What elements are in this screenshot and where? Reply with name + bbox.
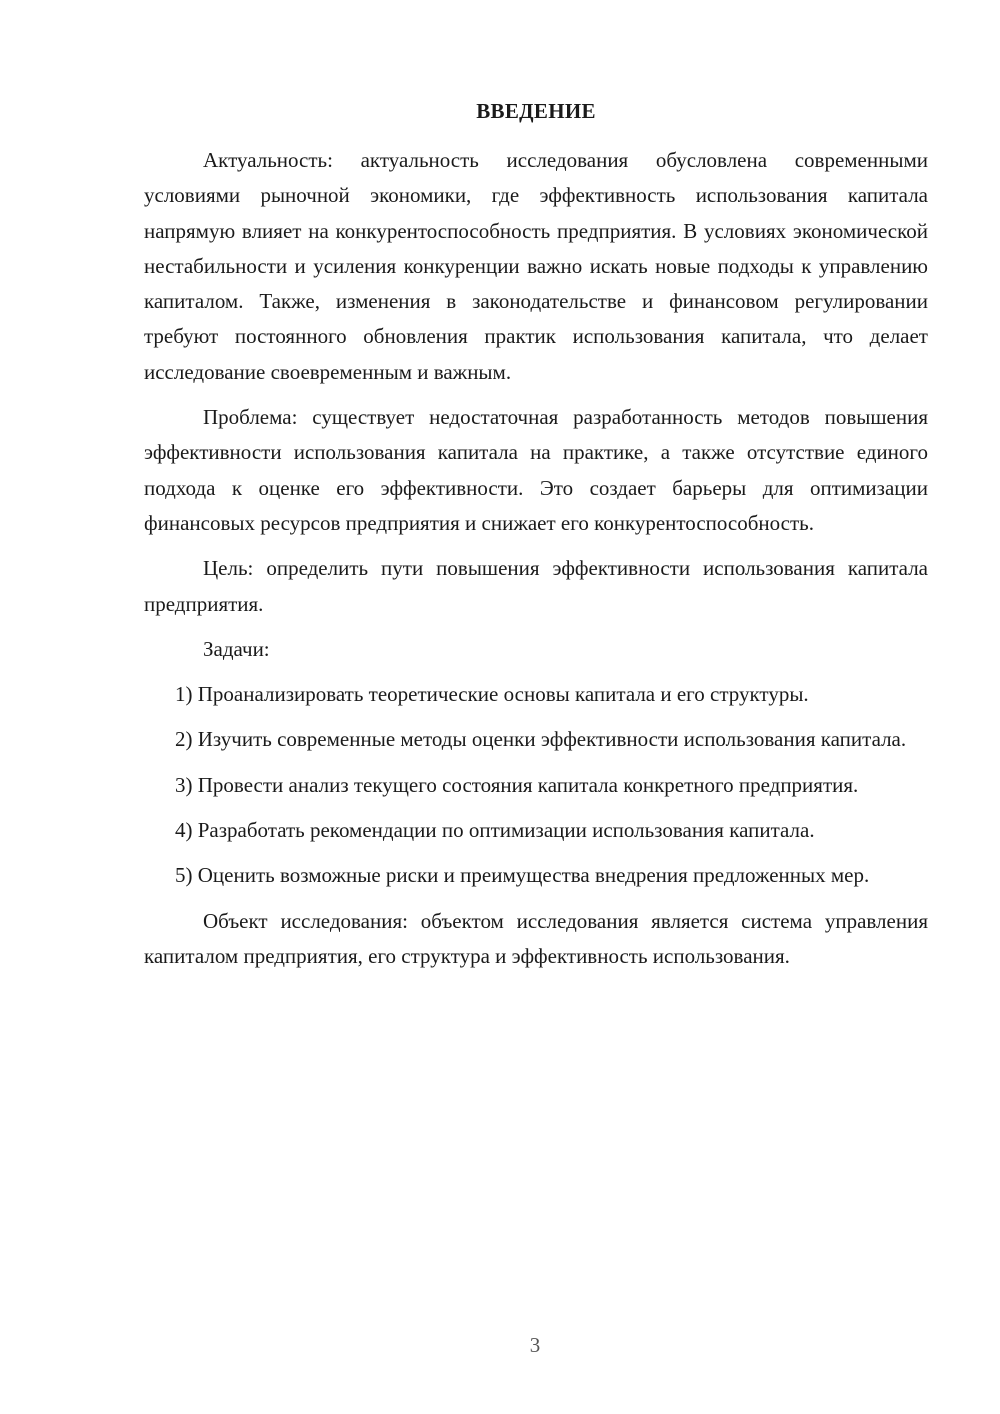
task-item-4: 4) Разработать рекомендации по оптимизации использования капитала.	[175, 818, 815, 843]
problem-paragraph: Проблема: существует недостаточная разработанность методов повышения эффективности использования капитала на практике, а также отсутствие единого подхода к оценке его эффективности. Это создает барьеры для оптимизации финансовых ресурсов предприятия и снижает его конкурентоспособность.	[144, 405, 928, 535]
tasks-heading: Задачи:	[203, 636, 270, 661]
task-item-3: 3) Провести анализ текущего состояния капитала конкретного предприятия.	[175, 772, 859, 797]
page-number: 3	[529, 1333, 541, 1357]
relevance-paragraph: Актуальность: актуальность исследования обусловлена современными условиями рыночной экономики, где эффективность использования капитала напрямую влияет на конкурентоспособность предприятия. В условиях экономической нестабильности и усиления конкуренции важно искать новые подходы к управлению капиталом. Также, изменения в законодательстве и финансовом регулировании требуют постоянного обновления практик использования капитала, что делает исследование своевременным и важным.	[144, 148, 928, 384]
task-item-1: 1) Проанализировать теоретические основы капитала и его структуры.	[175, 682, 809, 707]
object-paragraph: Объект исследования: объектом исследования является система управления капиталом предприятия, его структура и эффективность использования.	[144, 908, 928, 968]
task-item-5: 5) Оценить возможные риски и преимущества внедрения предложенных мер.	[175, 863, 870, 888]
goal-paragraph: Цель: определить пути повышения эффективности использования капитала предприятия.	[144, 556, 928, 616]
section-title: ВВЕДЕНИЕ	[476, 99, 596, 123]
document-page	[144, 94, 928, 974]
task-item-2: 2) Изучить современные методы оценки эффективности использования капитала.	[175, 727, 907, 752]
